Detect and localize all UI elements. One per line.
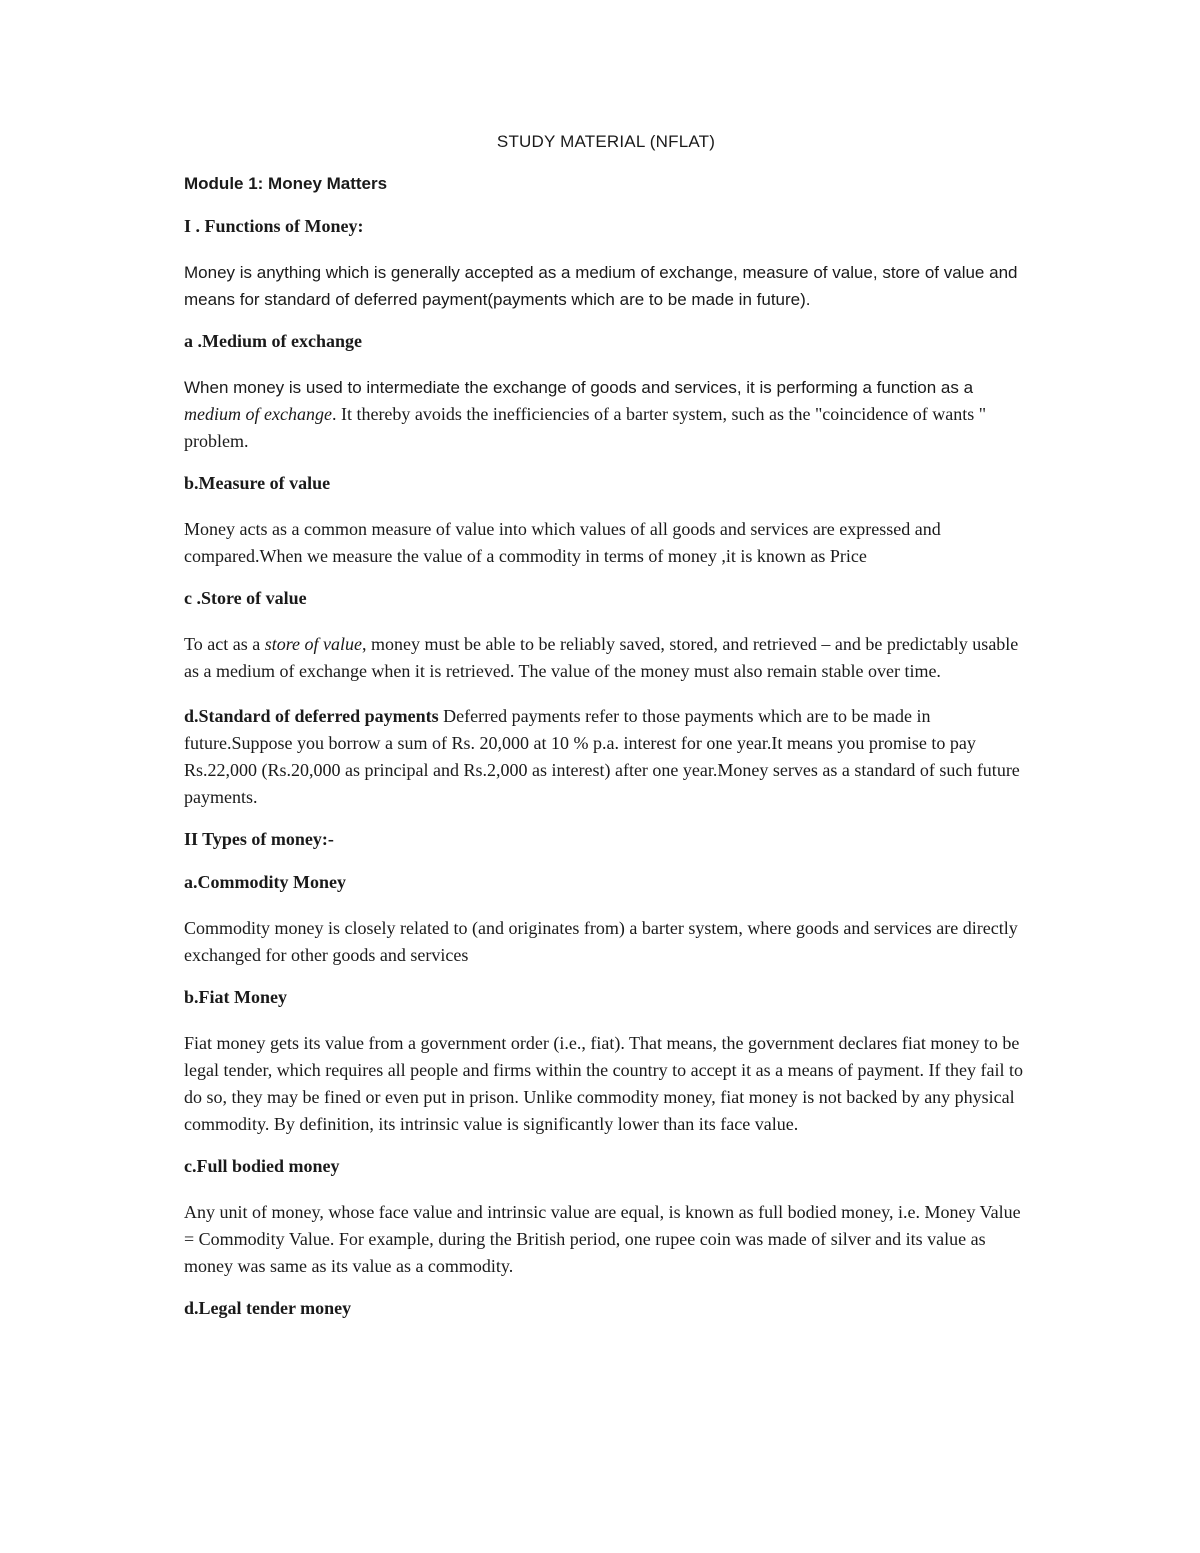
paragraph-text: Deferred payments refer to those payments which are to be made in future.Suppose you borrow a sum of Rs. 20,000 at 10 % p.a. interest for one year.It means you promise to pay Rs.22,000 (Rs.20,000 as principal and Rs.2,000 as interest) after one year.Money serves as a standard of such future payments. — [184, 706, 1020, 807]
subheading-store-of-value: c .Store of value — [184, 588, 307, 608]
paragraph-text: Fiat money gets its value from a government order (i.e., fiat). That means, the government declares fiat money to be legal tender, which requires all people and firms within the country to accept it as a means of payment. If they fail to do so, they may be fined or even put in prison. Unlike commodity money, fiat money is not backed by any physical commodity. By definition, its intrinsic value is significantly lower than its face value. — [184, 1033, 1023, 1134]
paragraph-text: , money must be able to be reliably saved, stored, and retrieved – and be predictably usable as a medium of exchange when it is retrieved. The value of the money must also remain stable over time. — [184, 634, 1019, 681]
emphasis-text: store of value — [264, 634, 363, 654]
paragraph-text: To act as a — [184, 634, 265, 654]
subheading-measure-of-value: b.Measure of value — [184, 473, 331, 493]
section-heading-functions-of-money: I . Functions of Money: — [184, 216, 364, 236]
inline-heading: d.Standard of deferred payments — [184, 706, 439, 726]
subheading-full-bodied-money: c.Full bodied money — [184, 1156, 340, 1176]
subheading-medium-of-exchange: a .Medium of exchange — [184, 331, 362, 351]
paragraph-measure-of-value — [184, 516, 1024, 570]
module-heading: Module 1: Money Matters — [184, 174, 388, 193]
paragraph-full-bodied-money — [184, 1199, 1024, 1280]
emphasis-text: medium of exchange — [184, 404, 332, 424]
section-heading-types-of-money: II Types of money:- — [184, 829, 334, 849]
paragraph-fiat-money — [184, 1030, 1024, 1138]
subheading-fiat-money: b.Fiat Money — [184, 987, 287, 1007]
paragraph-store-of-value — [184, 631, 1024, 685]
paragraph-text: . It thereby avoids the inefficiencies of a barter system, such as the "coincidence of wants " problem. — [184, 404, 987, 451]
subheading-commodity-money: a.Commodity Money — [184, 872, 346, 892]
paragraph-text: Money is anything which is generally accepted as a medium of exchange, measure of value, store of value and means for standard of deferred payment(payments which are to be made in future). — [184, 263, 1018, 309]
subheading-legal-tender-money: d.Legal tender money — [184, 1298, 352, 1318]
document-body — [184, 132, 1024, 1341]
paragraph-money-definition — [184, 259, 1024, 313]
paragraph-text: Money acts as a common measure of value into which values of all goods and services are expressed and compared.When we measure the value of a commodity in terms of money ,it is known as Price — [184, 519, 941, 566]
paragraph-text: Any unit of money, whose face value and intrinsic value are equal, is known as full bodied money, i.e. Money Value = Commodity Value. For example, during the British period, one rupee coin was made of silver and its value as money was same as its value as a commodity. — [184, 1202, 1021, 1276]
paragraph-commodity-money — [184, 915, 1024, 969]
paragraph-text: Commodity money is closely related to (and originates from) a barter system, where goods and services are directly exchanged for other goods and services — [184, 918, 1018, 965]
document-title: STUDY MATERIAL (NFLAT) — [496, 132, 716, 151]
paragraph-text: When money is used to intermediate the exchange of goods and services, it is performing a function as a — [184, 378, 974, 397]
paragraph-standard-of-deferred-payments — [184, 703, 1024, 811]
paragraph-medium-of-exchange — [184, 374, 1024, 455]
